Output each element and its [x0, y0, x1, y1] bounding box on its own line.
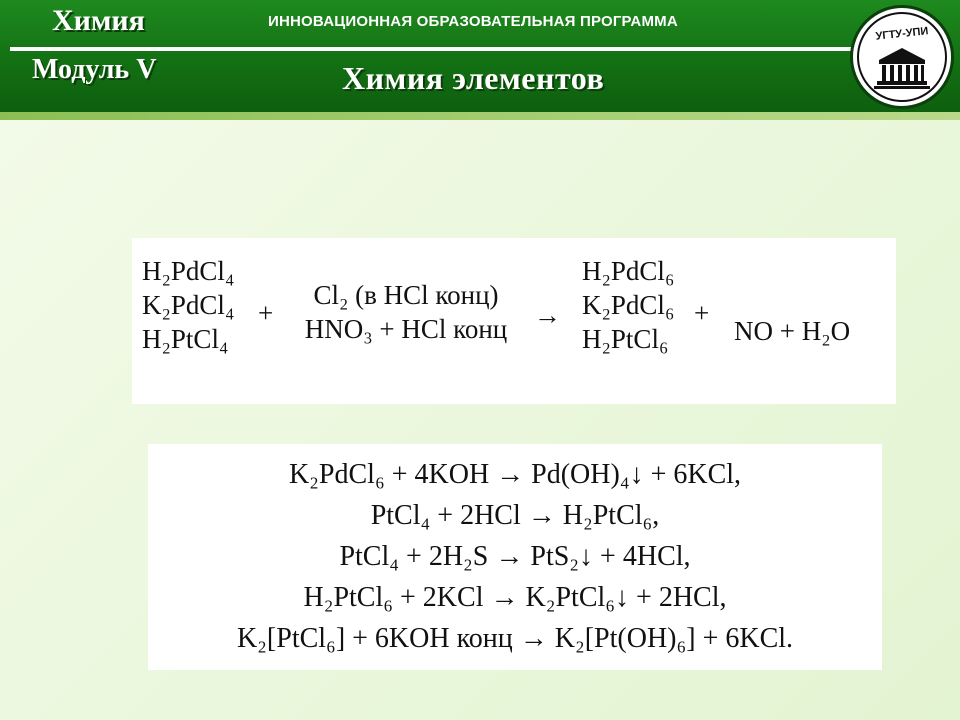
- logo-text: УГТУ-УПИ: [875, 25, 929, 43]
- slide-title: Химия элементов: [342, 60, 605, 96]
- header-stripe: [0, 112, 960, 120]
- reagents-column: [296, 278, 516, 346]
- equation-line: K₂PdCl₆ + 4KOH → Pd(OH)₄↓ + 6KCl,: [288, 459, 742, 490]
- product-item: K₂PdCl₆: [582, 290, 675, 320]
- reaction-arrow: →: [534, 300, 561, 330]
- reactant-item: K₂PdCl₄: [142, 290, 235, 320]
- reaction-box: [132, 238, 896, 404]
- module-label: Модуль V: [32, 54, 157, 85]
- equation-line: K₂[PtCl₆] + 6KOH конц → K₂[Pt(OH)₆] + 6KCl.: [236, 623, 794, 654]
- reactant-item: H₂PtCl₄: [142, 324, 229, 354]
- equation-line: PtCl₄ + 2H₂S → PtS₂↓ + 4HCl,: [339, 541, 691, 572]
- product-item: H₂PdCl₆: [582, 256, 675, 286]
- reagent-item: HNO₃ + HCl конц: [304, 314, 508, 344]
- building-icon: [853, 8, 951, 106]
- equation-line: H₂PtCl₆ + 2KCl → K₂PtCl₆↓ + 2HCl,: [303, 582, 727, 613]
- header-divider: [10, 47, 860, 51]
- product-item: H₂PtCl₆: [582, 324, 669, 354]
- subject-label: Химия: [52, 4, 145, 37]
- equations-box: [148, 444, 882, 670]
- program-label: ИННОВАЦИОННАЯ ОБРАЗОВАТЕЛЬНАЯ ПРОГРАММА: [268, 13, 678, 30]
- reagent-item: Cl₂ (в HCl конц): [313, 280, 499, 310]
- reactants-column: [142, 254, 234, 356]
- equation-line: PtCl₄ + 2HCl → H₂PtCl₆,: [370, 500, 660, 531]
- plus-sign: +: [258, 298, 274, 328]
- equation-list: [148, 454, 882, 659]
- byproducts: NO + H₂O: [734, 316, 851, 346]
- university-logo: [850, 5, 954, 109]
- products-column: [582, 254, 674, 356]
- header-banner: [0, 0, 960, 112]
- reactant-item: H₂PdCl₄: [142, 256, 235, 286]
- plus-sign: +: [694, 298, 710, 328]
